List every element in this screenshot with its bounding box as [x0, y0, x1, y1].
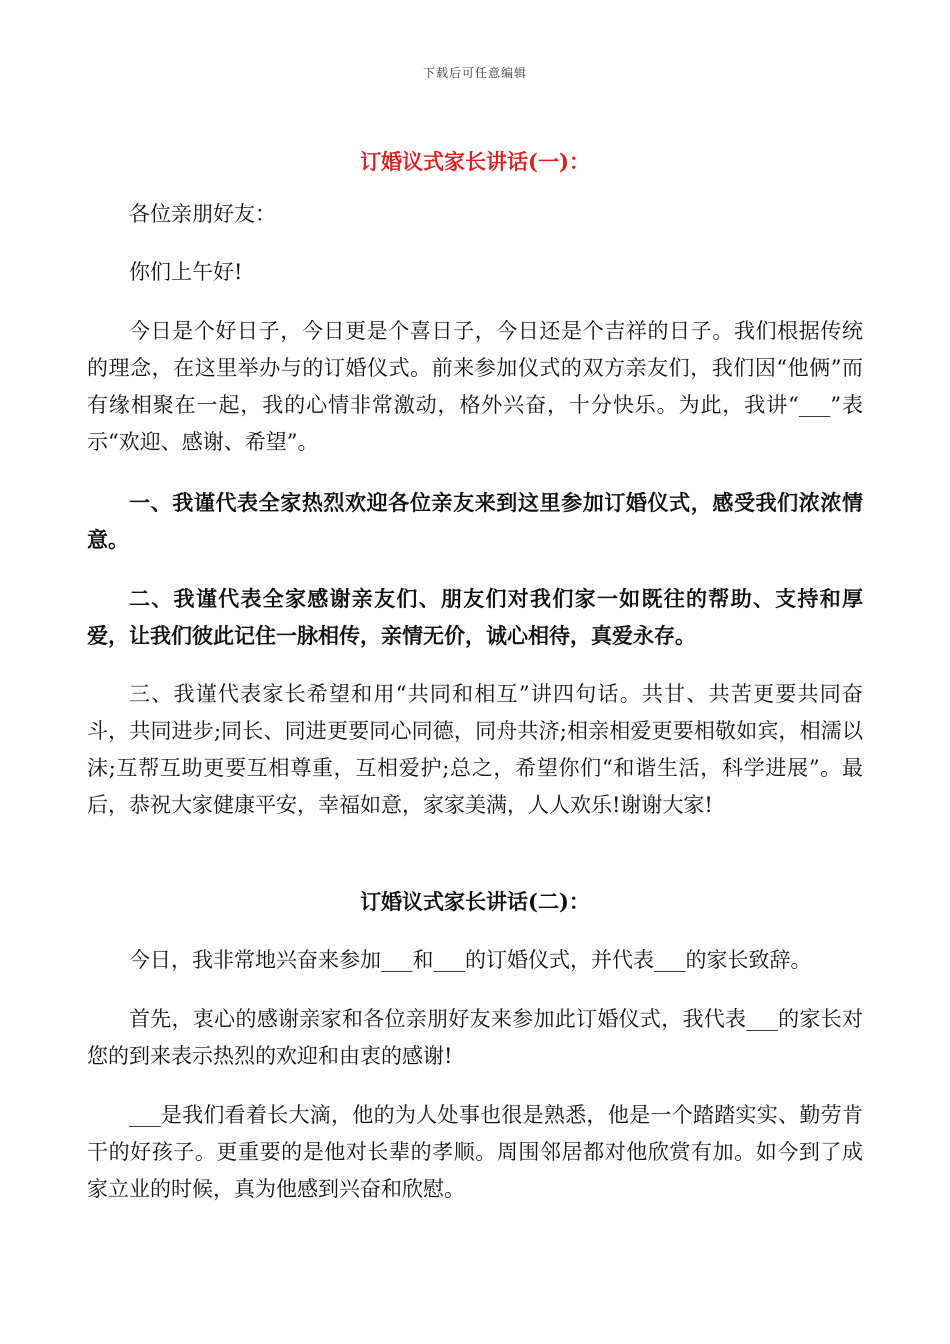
section1-paragraph-4: 三、我谨代表家长希望和用“共同和相互”讲四句话。共甘、共苦更要共同奋斗，共同进步;同长、同进更要同心同德，同舟共济;相亲相爱更要相敬如宾，相濡以沫;互帮互助更要互相尊重，互相爱护;总之，希望你们“和谐生活，科学进展”。最后，恭祝大家健康平安，幸福如意，家家美满，人人欢乐!谢谢大家! [87, 682, 863, 817]
section1-paragraph-1: 今日是个好日子，今日更是个喜日子，今日还是个吉祥的日子。我们根据传统的理念，在这里举办与的订婚仪式。前来参加仪式的双方亲友们，我们因“他俩”而有缘相聚在一起，我的心情非常激动，格外兴奋，十分快乐。为此，我讲“___”表示“欢迎、感谢、希望”。 [87, 319, 863, 454]
section1-paragraph-3: 二、我谨代表全家感谢亲友们、朋友们对我们家一如既往的帮助、支持和厚爱，让我们彼此记住一脉相传，亲情无价，诚心相待，真爱永存。 [87, 586, 863, 648]
section1-paragraph-2: 一、我谨代表全家热烈欢迎各位亲友来到这里参加订婚仪式，感受我们浓浓情意。 [87, 490, 863, 552]
section2-title: 订婚议式家长讲话(二)： [360, 889, 590, 914]
section2-paragraph-1: 今日，我非常地兴奋来参加___和___的订婚仪式，并代表___的家长致辞。 [129, 948, 812, 972]
section1-salutation: 你们上午好! [129, 260, 243, 284]
header-note: 下载后可任意编辑 [422, 66, 527, 80]
section2-paragraph-3: ___是我们看着长大滴，他的为人处事也很是熟悉，他是一个踏踏实实、勤劳肯干的好孩子。更重要的是他对长辈的孝顺。周围邻居都对他欣赏有加。如今到了成家立业的时候，真为他感到兴奋和欣慰。 [87, 1103, 863, 1201]
section2-paragraph-2: 首先，衷心的感谢亲家和各位亲朋好友来参加此订婚仪式，我代表___的家长对您的到来表示热烈的欢迎和由衷的感谢! [87, 1007, 863, 1068]
section1-title: 订婚议式家长讲话(一)： [360, 149, 590, 174]
section1-greeting: 各位亲朋好友： [129, 202, 276, 226]
